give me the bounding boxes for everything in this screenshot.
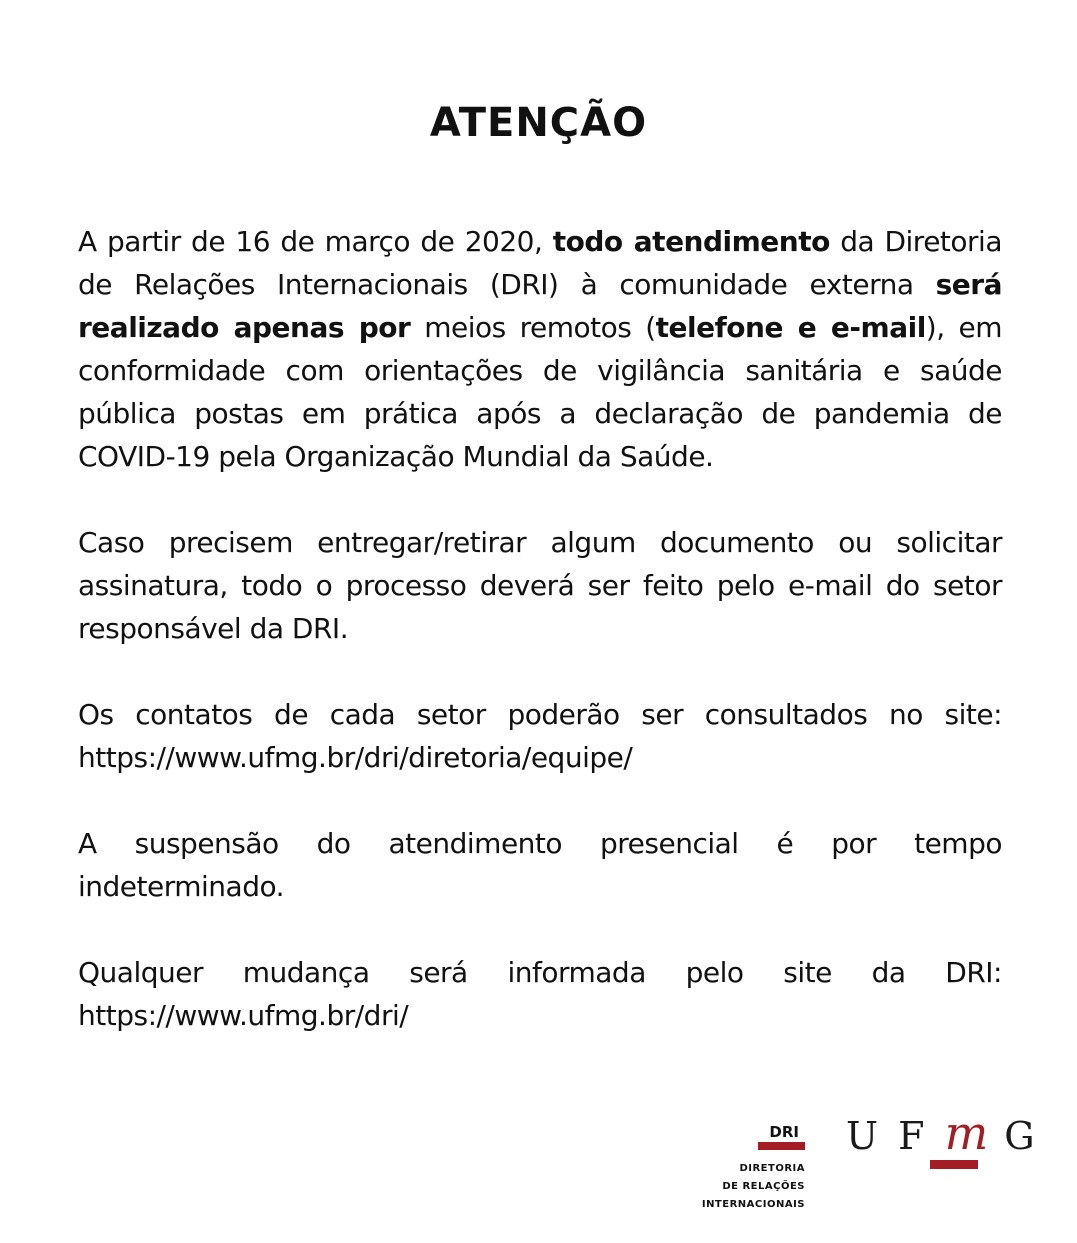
dri-full-name: DIRETORIA DE RELAÇÕES INTERNACIONAIS [701,1163,805,1210]
ufmg-logo-bar [930,1160,978,1169]
emphasis-all-service: todo atendimento [552,225,830,258]
dri-site-url: https://www.ufmg.br/dri/ [78,999,409,1032]
ufmg-logo [846,1106,1039,1178]
page-title: ATENÇÃO [429,100,648,146]
dri-logo-bar [758,1142,805,1150]
paragraph-documents: Caso precisem entregar/retirar algum documento ou solicitar assinatura, todo o processo deverá ser feito pelo e-mail do setor responsável da DRI. [78,526,1002,645]
emphasis-phone-email: telefone e e-mail [655,311,926,344]
ufmg-wordmark: U F m G [846,1106,1039,1160]
paragraph-suspension: A suspensão do atendimento presencial é por tempo indeterminado. [78,827,1002,903]
contacts-url: https://www.ufmg.br/dri/diretoria/equipe/ [78,741,633,774]
dri-acronym: DRI [769,1123,799,1141]
paragraph-updates: Qualquer mudança será informada pelo site da DRI: https://www.ufmg.br/dri/ [78,956,1002,1032]
paragraph-remote-service: A partir de 16 de março de 2020, todo atendimento da Diretoria de Relações Internacionais (DRI) à comunidade externa será realizado apenas por meios remotos (telefone e e-mail), em conformidade com orientações de vigilância sanitária e saúde pública postas em prática após a declaração de pandemia de COVID-19 pela Organização Mundial da Saúde. [78,225,1003,473]
paragraph-contacts: Os contatos de cada setor poderão ser consultados no site: https://www.ufmg.br/dri/diretoria/equipe/ [78,698,1002,774]
emphasis-remote-only: será realizado apenas por [78,268,1002,344]
dri-logo [700,1122,805,1214]
notice-body [78,220,1002,1080]
